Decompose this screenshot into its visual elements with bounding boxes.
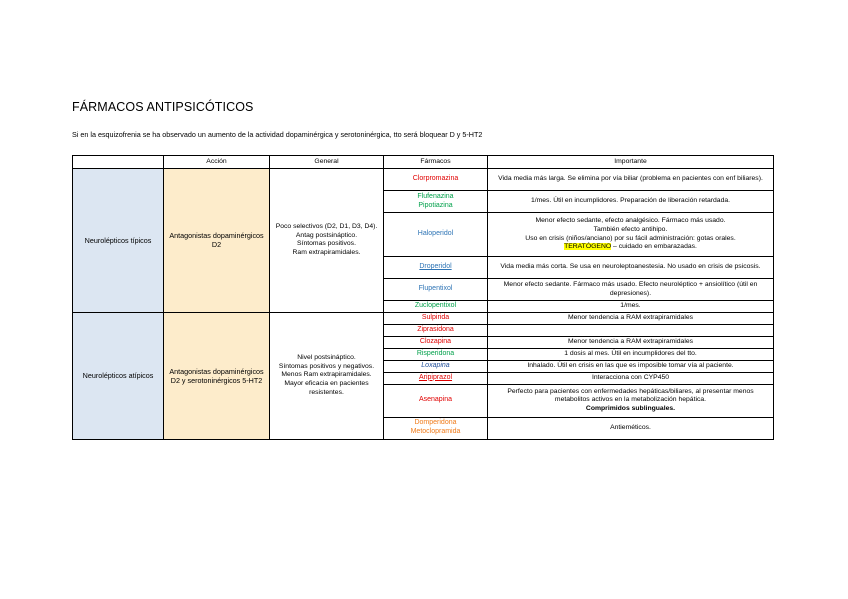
drug-aripiprazol: Aripiprazol bbox=[384, 372, 488, 384]
header-farmacos: Fármacos bbox=[384, 156, 488, 169]
teratogeno-highlight: TERATÓGENO bbox=[564, 243, 612, 251]
drug-metoclopramida: Metoclopramida bbox=[410, 428, 461, 436]
drug-zuclopentixol: Zuclopentixol bbox=[384, 301, 488, 313]
typical-general: Poco selectivos (D2, D1, D3, D4). Antag postsináptico. Síntomas positivos. Ram extrapiramidales. bbox=[270, 169, 384, 313]
drug-domperidona-metoclopramida bbox=[384, 417, 488, 439]
drug-sulpirida: Sulpirida bbox=[384, 312, 488, 324]
table-row bbox=[73, 312, 774, 324]
drug-flufenazina-pipotiazina bbox=[384, 191, 488, 213]
drug-asenapina: Asenapina bbox=[384, 384, 488, 417]
atypical-general: Nivel postsináptico. Síntomas positivos y negativos. Menos Ram extrapiramidales. Mayor eficacia en pacientes resistentes. bbox=[270, 312, 384, 439]
drug-risperidona: Risperidona bbox=[384, 348, 488, 360]
drug-loxapina: Loxapina bbox=[384, 360, 488, 372]
page-title: FÁRMACOS ANTIPSICÓTICOS bbox=[72, 100, 254, 114]
note-haloperidol-4-text: – cuidado en embarazadas. bbox=[611, 243, 697, 251]
note-loxapina: Inhalado. Útil en crisis en las que es imposible tomar vía al paciente. bbox=[488, 360, 774, 372]
note-droperidol: Vida media más corta. Se usa en neuroleptoanestesia. No usado en crisis de psicosis. bbox=[488, 257, 774, 279]
intro-text: Si en la esquizofrenia se ha observado un aumento de la actividad dopaminérgica y serotoninérgica, tto será bloquear D y 5-HT2 bbox=[72, 130, 483, 139]
note-sulpirida: Menor tendencia a RAM extrapiramidales bbox=[488, 312, 774, 324]
atypical-action: Antagonistas dopaminérgicos D2 y serotoninérgicos 5-HT2 bbox=[164, 312, 270, 439]
note-domperidona: Antieméticos. bbox=[488, 417, 774, 439]
note-haloperidol bbox=[488, 213, 774, 257]
note-asenapina-2: Comprimidos sublinguales. bbox=[585, 405, 676, 413]
header-empty bbox=[73, 156, 164, 169]
drug-pipotiazina: Pipotiazina bbox=[418, 201, 453, 209]
note-zuclopentixol: 1/mes. bbox=[488, 301, 774, 313]
drug-ziprasidona: Ziprasidona bbox=[384, 324, 488, 336]
typical-category: Neurolépticos típicos bbox=[73, 169, 164, 313]
antipsychotics-table bbox=[72, 155, 774, 440]
drug-clozapina: Clozapina bbox=[384, 336, 488, 348]
drug-flufenazina: Flufenazina bbox=[417, 192, 454, 200]
note-haloperidol-3: Uso en crisis (niños/anciano) por su fácil administración: gotas orales. bbox=[525, 234, 736, 242]
note-flupentixol: Menor efecto sedante. Fármaco más usado. Efecto neuroléptico + ansiolítico (útil en depresiones). bbox=[488, 279, 774, 301]
note-clozapina: Menor tendencia a RAM extrapiramidales bbox=[488, 336, 774, 348]
note-risperidona: 1 dosis al mes. Útil en incumplidores del tto. bbox=[488, 348, 774, 360]
note-aripiprazol: Interacciona con CYP450 bbox=[488, 372, 774, 384]
drug-clorpromazina: Clorpromazina bbox=[384, 169, 488, 191]
note-flufenazina: 1/mes. Útil en incumplidores. Preparación de liberación retardada. bbox=[488, 191, 774, 213]
note-haloperidol-4 bbox=[491, 243, 770, 252]
header-accion: Acción bbox=[164, 156, 270, 169]
atypical-category: Neurolépticos atípicos bbox=[73, 312, 164, 439]
note-asenapina bbox=[488, 384, 774, 417]
table-row bbox=[73, 169, 774, 191]
header-importante: Importante bbox=[488, 156, 774, 169]
note-haloperidol-1: Menor efecto sedante, efecto analgésico. Fármaco más usado. bbox=[535, 217, 726, 225]
drug-domperidona: Domperidona bbox=[414, 419, 457, 427]
header-general: General bbox=[270, 156, 384, 169]
drug-haloperidol: Haloperidol bbox=[384, 213, 488, 257]
note-asenapina-1: Perfecto para pacientes con enfermedades hepáticas/biliares, al presentar menos metabolitos activos en la metabolización hepática. bbox=[507, 387, 754, 404]
header-row bbox=[73, 156, 774, 169]
typical-action: Antagonistas dopaminérgicos D2 bbox=[164, 169, 270, 313]
drug-flupentixol: Flupentixol bbox=[384, 279, 488, 301]
note-ziprasidona bbox=[488, 324, 774, 336]
note-haloperidol-2: También efecto antihipo. bbox=[593, 225, 668, 233]
note-clorpromazina: Vida media más larga. Se elimina por vía biliar (problema en pacientes con enf biliares). bbox=[488, 169, 774, 191]
drug-droperidol: Droperidol bbox=[384, 257, 488, 279]
